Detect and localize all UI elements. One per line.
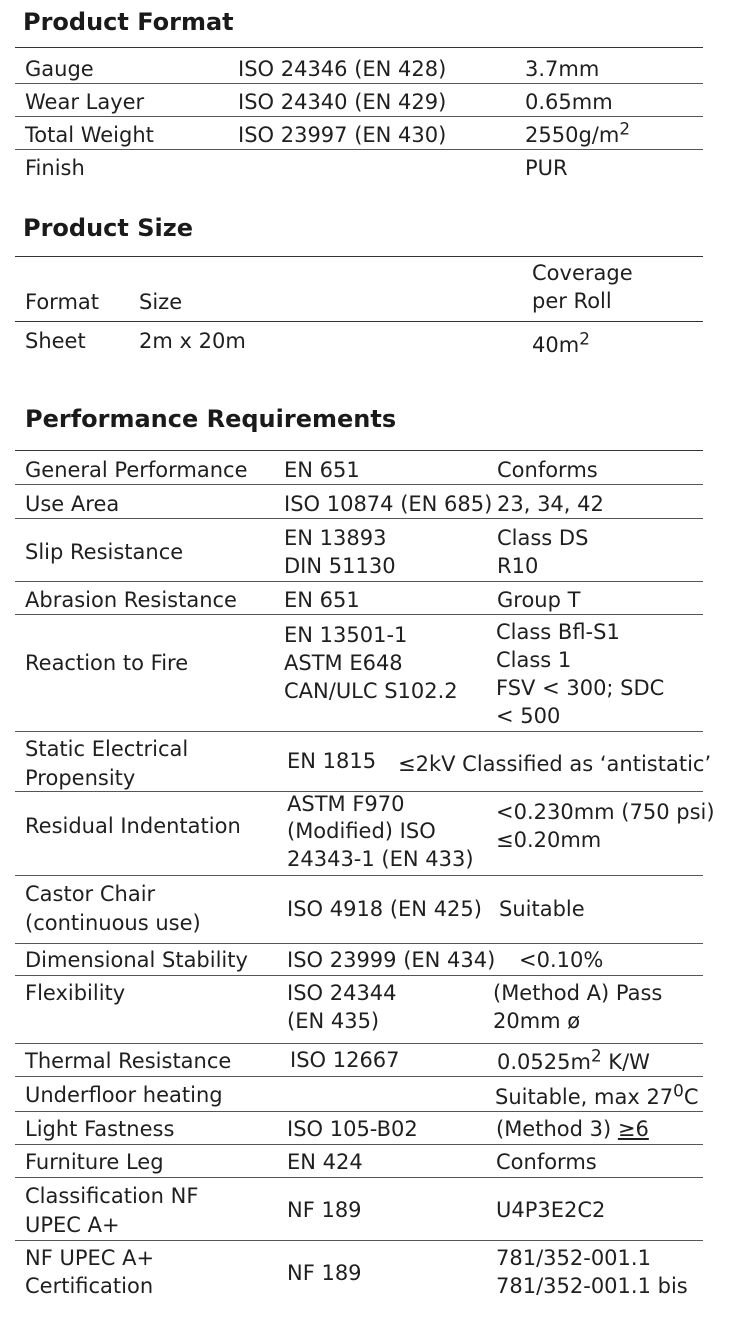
format-label-finish: Finish — [25, 156, 85, 180]
size-header-size: Size — [139, 290, 183, 314]
perf-value: Class Bfl-S1 — [496, 620, 620, 644]
perf-standard: 24343-1 (EN 433) — [287, 847, 474, 871]
divider — [15, 484, 703, 485]
perf-label: Light Fastness — [25, 1117, 175, 1141]
divider — [15, 83, 703, 84]
perf-value: U4P3E2C2 — [496, 1198, 606, 1222]
format-standard-total-weight: ISO 23997 (EN 430) — [238, 123, 447, 147]
perf-label: Underfloor heating — [25, 1083, 223, 1107]
format-label-total-weight: Total Weight — [25, 123, 154, 147]
perf-value: Class DS — [497, 526, 589, 550]
perf-value: (Method A) Pass — [493, 981, 663, 1005]
perf-standard: EN 651 — [284, 458, 360, 482]
perf-value: FSV < 300; SDC — [496, 676, 665, 700]
divider — [15, 116, 703, 117]
size-cell-coverage: $40m^2$ — [532, 328, 590, 357]
perf-standard: ASTM E648 — [284, 651, 403, 675]
divider — [15, 1144, 703, 1145]
divider — [15, 149, 703, 150]
size-cell-size: 2m x 20m — [139, 329, 246, 353]
format-value-gauge: 3.7mm — [525, 57, 600, 81]
perf-standard: NF 189 — [287, 1261, 362, 1285]
perf-standard: (EN 435) — [287, 1009, 380, 1033]
perf-standard: ISO 10874 (EN 685) — [284, 492, 493, 516]
format-label-wear-layer: Wear Layer — [25, 90, 145, 114]
performance-heading: Performance Requirements — [25, 405, 397, 433]
perf-standard: EN 424 — [287, 1150, 363, 1174]
format-label-gauge: Gauge — [25, 57, 94, 81]
divider — [15, 1240, 703, 1241]
divider — [15, 450, 703, 451]
perf-value: Class 1 — [496, 648, 572, 672]
perf-value: <0.10% — [519, 948, 604, 972]
size-header-coverage-line1: Coverage — [532, 261, 633, 285]
product-format-heading: Product Format — [23, 8, 234, 36]
divider — [15, 975, 703, 976]
perf-label: Abrasion Resistance — [25, 588, 237, 612]
perf-value: $0.0525m^2$ K/W — [497, 1045, 650, 1074]
perf-value: Conforms — [497, 458, 598, 482]
divider — [15, 256, 703, 257]
perf-value: 23, 34, 42 — [497, 492, 604, 516]
perf-label: UPEC A+ — [25, 1213, 120, 1237]
perf-value: Suitable, $\max 27^0C$ — [495, 1080, 699, 1109]
perf-standard: DIN 51130 — [284, 554, 396, 578]
format-standard-wear-layer: ISO 24340 (EN 429) — [238, 90, 447, 114]
perf-label: Castor Chair — [25, 882, 156, 906]
perf-value: (Method 3) ≥6 — [496, 1117, 649, 1141]
divider — [15, 614, 703, 615]
perf-value: < 500 — [496, 704, 561, 728]
perf-value: ≤2kV Classified as ‘antistatic’ — [398, 752, 712, 776]
perf-standard: CAN/ULC S102.2 — [284, 679, 458, 703]
size-header-coverage-line2: per Roll — [532, 289, 612, 313]
divider — [15, 1043, 703, 1044]
perf-label: Use Area — [25, 492, 120, 516]
divider — [15, 731, 703, 732]
size-cell-format: Sheet — [25, 329, 86, 353]
format-value-total-weight: $2550g/m^2$ — [525, 118, 630, 147]
perf-label: Classification NF — [25, 1184, 199, 1208]
size-header-format: Format — [25, 290, 100, 314]
perf-label: Thermal Resistance — [25, 1049, 232, 1073]
perf-standard: EN 1815 — [287, 749, 377, 773]
perf-label: Furniture Leg — [25, 1150, 164, 1174]
perf-label: (continuous use) — [25, 911, 201, 935]
perf-label: Reaction to Fire — [25, 651, 189, 675]
perf-value: 20mm ø — [493, 1009, 581, 1033]
divider — [15, 321, 703, 322]
divider — [15, 1076, 703, 1077]
perf-standard: ASTM F970 — [287, 792, 405, 816]
perf-value: Suitable — [499, 897, 585, 921]
divider — [15, 943, 703, 944]
divider — [15, 1177, 703, 1178]
divider — [15, 1111, 703, 1112]
perf-value: ≤0.20mm — [496, 828, 602, 852]
perf-value: <0.230mm (750 psi) — [496, 800, 715, 824]
perf-standard: ISO 23999 (EN 434) — [287, 948, 496, 972]
perf-label: Slip Resistance — [25, 540, 184, 564]
perf-standard: EN 651 — [284, 588, 360, 612]
perf-standard: EN 13501-1 — [284, 623, 408, 647]
perf-label: Propensity — [25, 766, 136, 790]
perf-value: Conforms — [496, 1150, 597, 1174]
divider — [15, 47, 703, 48]
format-value-finish: PUR — [525, 156, 568, 180]
perf-label: Residual Indentation — [25, 814, 241, 838]
perf-label: Flexibility — [25, 981, 126, 1005]
perf-value: 781/352-001.1 bis — [496, 1274, 688, 1298]
divider — [15, 875, 703, 876]
divider — [15, 581, 703, 582]
perf-label: General Performance — [25, 458, 248, 482]
perf-label: Certification — [25, 1274, 154, 1298]
perf-standard: ISO 24344 — [287, 981, 397, 1005]
perf-label: Static Electrical — [25, 737, 189, 761]
perf-standard: ISO 4918 (EN 425) — [287, 897, 482, 921]
perf-standard: EN 13893 — [284, 526, 387, 550]
format-value-wear-layer: 0.65mm — [525, 90, 613, 114]
perf-value: 781/352-001.1 — [496, 1246, 651, 1270]
perf-standard: NF 189 — [287, 1198, 362, 1222]
perf-standard: ISO 12667 — [290, 1048, 400, 1072]
format-standard-gauge: ISO 24346 (EN 428) — [238, 57, 447, 81]
perf-label: Dimensional Stability — [25, 948, 248, 972]
perf-value: R10 — [497, 554, 539, 578]
perf-standard: (Modified) ISO — [287, 819, 436, 843]
divider — [15, 518, 703, 519]
perf-value: Group T — [497, 588, 581, 612]
perf-standard: ISO 105-B02 — [287, 1117, 418, 1141]
product-size-heading: Product Size — [23, 214, 193, 242]
perf-label: NF UPEC A+ — [25, 1246, 155, 1270]
